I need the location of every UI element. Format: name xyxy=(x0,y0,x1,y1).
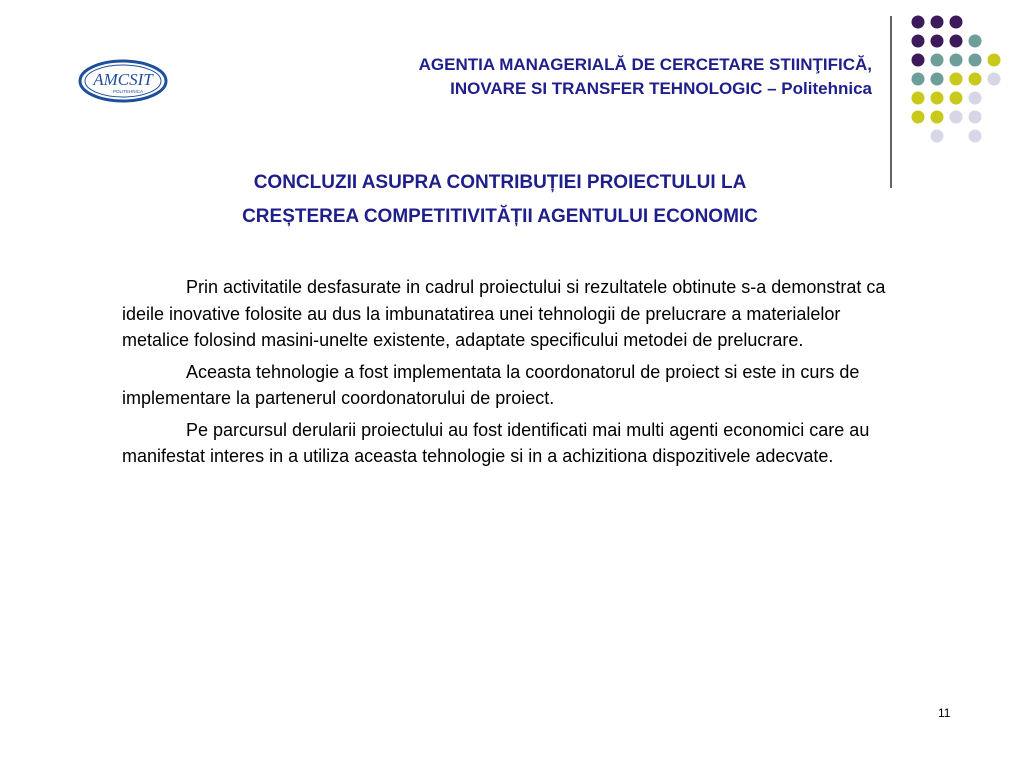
decorative-dot xyxy=(969,92,982,105)
decorative-dot xyxy=(969,35,982,48)
decorative-dot xyxy=(912,92,925,105)
decorative-dot xyxy=(912,111,925,124)
decorative-dot xyxy=(950,16,963,29)
decorative-dot xyxy=(950,92,963,105)
decorative-dot xyxy=(969,73,982,86)
slide-body xyxy=(122,274,892,475)
title-line-1: CONCLUZII ASUPRA CONTRIBUȚIEI PROIECTULUI LA xyxy=(253,172,747,193)
decorative-dot xyxy=(969,130,982,143)
decorative-dot xyxy=(988,73,1001,86)
decorative-dot xyxy=(950,35,963,48)
decorative-dot xyxy=(950,111,963,124)
logo-text: AMCSIT xyxy=(93,70,153,89)
decorative-dot xyxy=(931,16,944,29)
decorative-dot xyxy=(988,54,1001,67)
decorative-dot xyxy=(912,35,925,48)
vertical-divider xyxy=(890,16,892,188)
page-number: 11 xyxy=(938,706,951,720)
decorative-dot xyxy=(931,130,944,143)
slide-title xyxy=(110,166,890,234)
paragraph: Aceasta tehnologie a fost implementata la coordonatorul de proiect si este in curs de implementare la partenerul coordonatorului de proiect. xyxy=(122,361,860,408)
decorative-dot xyxy=(969,111,982,124)
decorative-dot xyxy=(931,92,944,105)
header-line-1: AGENTIA MANAGERIALĂ DE CERCETARE STIINŢIFICĂ, xyxy=(418,55,872,74)
header-line-2: INOVARE SI TRANSFER TEHNOLOGIC – Politehnica xyxy=(450,79,872,98)
decorative-dot xyxy=(931,35,944,48)
decorative-dot xyxy=(931,111,944,124)
decorative-dot-grid xyxy=(900,12,1020,172)
decorative-dot xyxy=(931,73,944,86)
logo-subtext: POLITEHNICA xyxy=(112,89,144,94)
paragraph: Pe parcursul derularii proiectului au fost identificati mai multi agenti economici care au manifestat interes in a utiliza aceasta tehnologie si in a achizitiona dispozitivele adecvate. xyxy=(122,419,870,466)
decorative-dot xyxy=(931,54,944,67)
amcsit-logo xyxy=(78,59,168,103)
header xyxy=(419,53,872,101)
decorative-dot xyxy=(950,73,963,86)
decorative-dot xyxy=(969,54,982,67)
decorative-dot xyxy=(950,54,963,67)
decorative-dot xyxy=(912,54,925,67)
paragraph: Prin activitatile desfasurate in cadrul proiectului si rezultatele obtinute s-a demonstrat ca ideile inovative folosite au dus la imbunatatirea unei tehnologii de prelucrare a materialelor metalice folosind masini-unelte existente, adaptate specificului metodei de prelucrare. xyxy=(122,277,886,350)
title-line-2: CREȘTEREA COMPETITIVITĂȚII AGENTULUI ECONOMIC xyxy=(242,206,758,227)
decorative-dot xyxy=(912,16,925,29)
decorative-dot xyxy=(912,73,925,86)
